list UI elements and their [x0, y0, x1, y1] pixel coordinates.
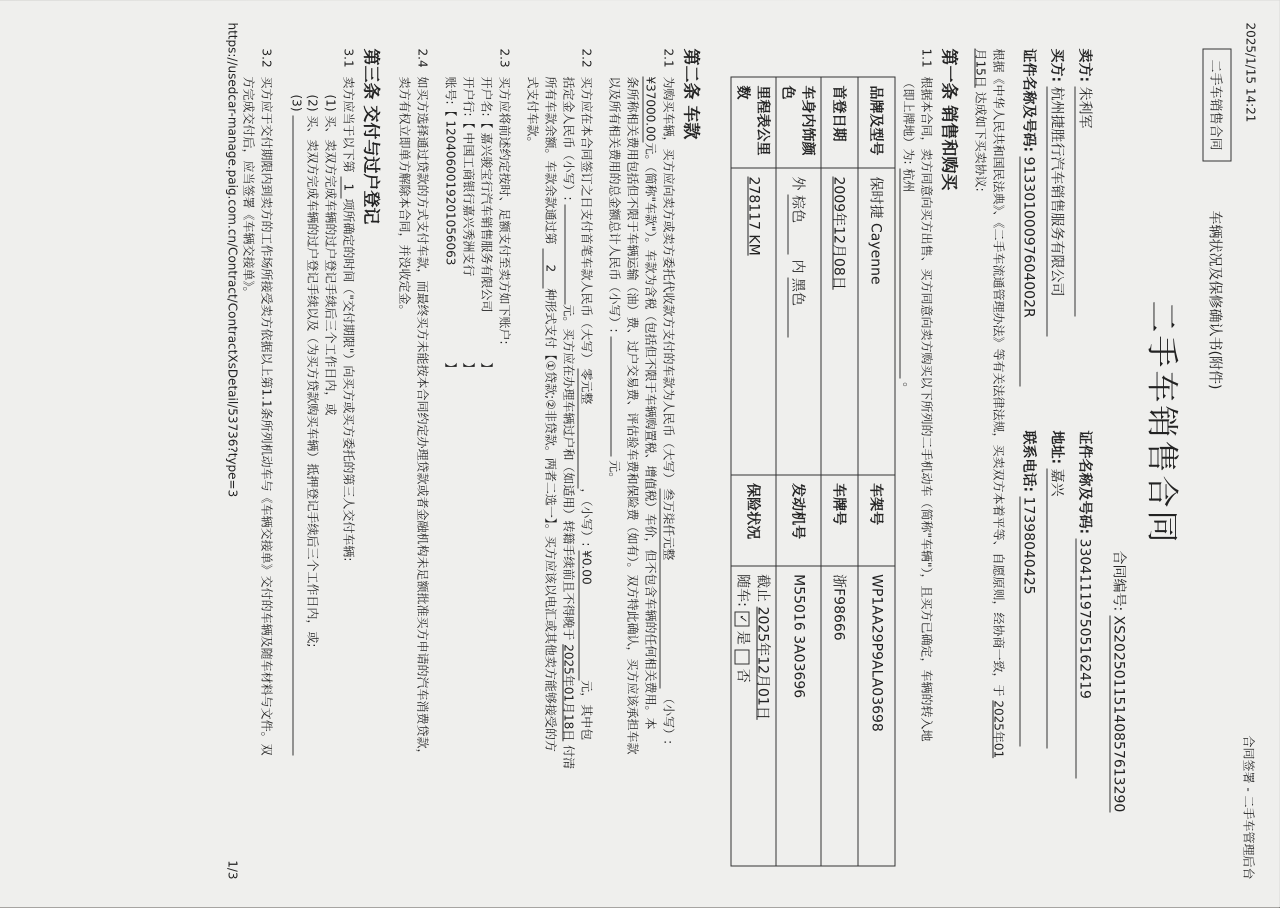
seller-id-row — [1076, 431, 1096, 779]
vin: WP1AA29P9ALA03698 — [858, 566, 895, 866]
section-1-heading: 第一条 销售和购买 — [938, 48, 959, 191]
preamble-line1 — [991, 49, 1008, 759]
insurance-status: 截止 2025年12月01日 随车: ✓ 是 否 — [731, 566, 776, 866]
address-row — [1047, 431, 1068, 749]
clause-3-2-line2: 方完成交付后，应当签署《车辆交接单》。 — [241, 76, 256, 299]
vehicle-row-brand: 品牌及型号 保时捷 Cayenne 车架号 WP1AA29P9ALA03698 — [858, 77, 895, 866]
first-payment-small: ¥0.00 — [579, 550, 594, 680]
address: 嘉兴 — [1047, 469, 1068, 749]
clause-3-1-item2: (2) 买、卖双方完成车辆的过户登记手续以及（为买方贷款购买车辆）抵押登记手续后三个工作日内，或; — [305, 94, 320, 648]
vehicle-row-color: 车身内饰颜色 外 棕色 内 黑色 发动机号 M55016 3A03696 — [776, 77, 821, 866]
transfer-city: 杭州 — [900, 168, 918, 378]
preamble-date-cont: 月15日 — [973, 48, 988, 88]
platform-name: 合同签署 - 二手车管理后台 — [1241, 735, 1256, 880]
clause-2-4-line2: 卖方有权立即单方解除本合同，并没收定金。 — [397, 76, 412, 317]
phone-row — [1020, 431, 1040, 747]
clause-2-1-line1: 2.1为购买车辆，买方应向卖方或卖方委托代收款方支付的车款为人民币（大写） 叁万柒仟元整 （小写）: — [661, 48, 676, 745]
clause-2-1-line4: 以及所有相关费用的总金额总计人民币（小写）: 元。 — [607, 76, 622, 485]
vehicle-row-mileage: 里程表公里数 278117 KM 保险状况 截止 2025年12月01日 随车: ✓ 是 否 — [731, 77, 776, 866]
plate-no: 浙F98666 — [821, 566, 858, 866]
engine-no: M55016 3A03696 — [776, 566, 821, 866]
section-2-heading: 第二条 车款 — [680, 48, 701, 140]
payment-deadline: 2025年01月18日 — [561, 644, 576, 742]
first-reg-date: 2009年12月08日 — [830, 176, 847, 290]
address-label: 地址: — [1048, 430, 1065, 465]
contract-no-row — [1110, 551, 1130, 813]
buyer-name: 杭州捷胜行汽车销售服务有限公司 — [1047, 87, 1068, 337]
seller-name: 朱利军 — [1075, 87, 1096, 317]
interior-color: 黑色 — [788, 278, 809, 338]
price-small: ¥37000.00 — [643, 76, 658, 142]
doc-subtitle: 车辆状况及保修确认书(附件) — [1206, 210, 1223, 390]
contract-title: 二手车销售合同 — [1143, 300, 1182, 546]
clause-2-2-line2: 括定金人民币（小写）: 元。买方应在办理车辆过户和（如适用）转籍手续前且不得晚于 2025年01月18日 付清 — [561, 76, 576, 770]
insurance-no-checkbox — [735, 649, 750, 664]
buyer-label: 买方: — [1048, 48, 1065, 83]
clause-3-2-line1: 3.2买方应于交付期限内到卖方的工作场所接受卖方依据以上第1.1条所列机动车与《车辆交接单》交付的车辆及随车材料与文件。双 — [259, 48, 274, 756]
seller-label: 卖方: — [1076, 48, 1093, 83]
print-datetime: 2025/1/15 14:21 — [1243, 22, 1258, 123]
clause-3-1-item1: (1) 买、卖双方完成车辆的过户登记手续后三个工作日内，或 — [323, 94, 338, 416]
option-3-blank — [293, 115, 294, 755]
mileage: 278117 KM — [745, 176, 762, 256]
seller-row — [1075, 49, 1096, 317]
deposit-amount — [565, 204, 566, 304]
clause-2-3-line1: 2.3买方应将前述约定按时、足额支付至卖方如下账户: — [497, 48, 512, 345]
price-capital: 叁万柒仟元整 — [660, 488, 678, 688]
total-amount — [611, 336, 612, 456]
account-bank: 中国工商银行嘉兴秀洲支行 — [461, 132, 476, 277]
phone-label: 联系电话: — [1020, 430, 1037, 493]
buyer-id-row — [1020, 49, 1040, 387]
seller-id: 330411197505162419 — [1076, 539, 1093, 779]
contract-page — [0, 1, 1280, 908]
preamble-text: 根据《中华人民共和国民法典》、《二手车流通管理办法》等有关法律法规，买卖双方本着平等、自愿原则，经协商一致，于 — [991, 48, 1006, 697]
buyer-row — [1047, 49, 1068, 337]
contract-no: XS20250115140857613290 — [1110, 615, 1127, 813]
preamble-date: 2025年01 — [991, 700, 1006, 759]
footer-url: https://usedcar-manage.paig.com.cn/Contract/ContractXsDetail/53736?type=3 — [225, 22, 240, 498]
account-no: 1204060019201056063 — [443, 120, 458, 266]
insurance-yes-checkbox: ✓ — [735, 611, 750, 626]
clause-2-4-line1: 2.4如买方选择通过贷款的方式支付车款，而最终买方未能按本合同约定办理贷款或者金融机构未足额批准买方申请的汽车消费贷款， — [415, 48, 430, 761]
vehicle-row-first-reg: 首登日期 2009年12月08日 车牌号 浙F98666 — [821, 77, 858, 866]
exterior-color: 棕色 — [788, 195, 809, 255]
buyer-id-label: 证件名称及号码: — [1020, 48, 1037, 153]
doc-tab-label: 二手车销售合同 — [1203, 49, 1232, 162]
clause-1-1-line1: 1.1根据本合同，卖方同意向买方出售、买方同意向卖方购买以下所列的二手机动车（简称"车辆"），且买方已确定，车辆的转入地 — [919, 48, 934, 742]
brand-model: 保时捷 Cayenne — [858, 168, 895, 475]
buyer-id: 91330100097604002R — [1020, 157, 1037, 387]
phone: 17398040425 — [1020, 497, 1037, 747]
vehicle-table — [731, 77, 896, 867]
account-holder-row: 开户名:【 嘉兴骏宝行汽车销售服务有限公司】 — [479, 76, 494, 375]
insurance-expiry: 2025年12月01日 — [754, 606, 771, 720]
account-holder: 嘉兴骏宝行汽车销售服务有限公司 — [479, 132, 494, 313]
delivery-option: 1 — [341, 176, 356, 198]
clause-1-1-line2: （即上牌地）为: 杭州 。 — [901, 76, 916, 395]
clause-2-1-line2: ¥37000.00元。（简称"车款"）。车款为含税（包括但不限于车辆购置税、增值税）车价，但不包含车辆的任何相关费用。本 — [643, 76, 658, 730]
preamble-end: 达成如下买卖协议: — [973, 91, 988, 192]
account-no-row: 账号:【 1204060019201056063】 — [443, 76, 458, 375]
first-payment-capital: 零元整 — [578, 368, 596, 488]
payment-method: 2 — [543, 248, 558, 288]
clause-2-1-line3: 条所称相关费用包括但不限于车辆运输（油）费、过户交易费、评估验车费和保险费（如有）。双方特此确认，买方应该承担车款 — [625, 76, 640, 755]
clause-2-2-line3: 所有车款余额。车款余款通过第 2种形式支付【①贷款;②非贷款。两者二选一】。买方应该以电汇或其他卖方能够接受的方 — [543, 76, 558, 752]
section-3-heading: 第三条 交付与过户登记 — [360, 48, 381, 225]
preamble-line2 — [973, 49, 990, 192]
clause-3-1-line1: 3.1卖方应当于以下第 1项所确定的时间（"交付期限"）向买方或买方委托的第三人交付车辆: — [341, 48, 356, 562]
clause-2-2-line1: 2.2买方应在本合同签订之日支付首笔车款人民币（大写） 零元整，（小写）: ¥0.00元，其中包 — [579, 48, 594, 741]
page-number: 1/3 — [225, 860, 240, 880]
seller-id-label: 证件名称及号码: — [1076, 430, 1093, 535]
clause-2-2-line4: 式支付车款。 — [525, 76, 540, 149]
clause-3-1-item3: (3) — [290, 95, 304, 756]
contract-no-label: 合同编号: — [1110, 550, 1127, 612]
account-bank-row: 开户行:【 中国工商银行嘉兴秀洲支行】 — [461, 76, 476, 375]
